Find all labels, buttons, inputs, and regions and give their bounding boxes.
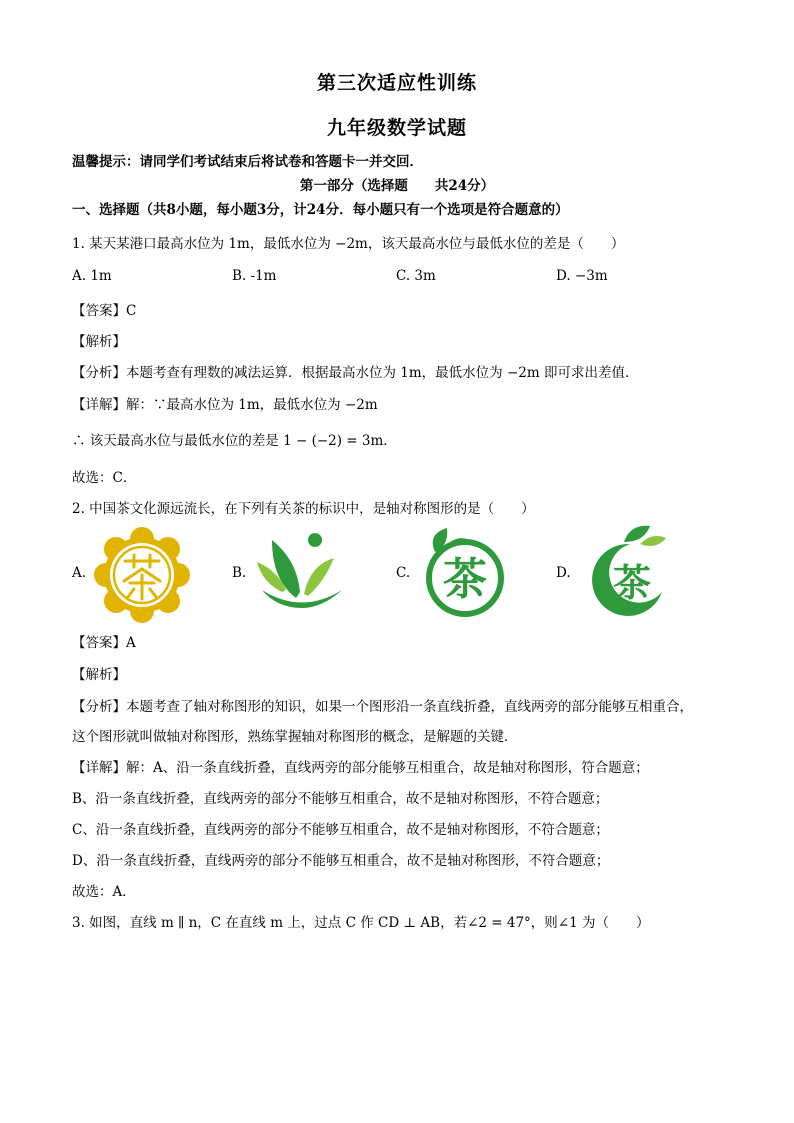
tea-logo-c-image	[415, 522, 515, 626]
q1-option-c: C. 3m	[396, 268, 436, 284]
q2-option-b-explain: B、沿一条直线折叠，直线两旁的部分不能够互相重合，故不是轴对称图形，不符合题意；	[72, 791, 609, 807]
notice-text: 温馨提示：请同学们考试结束后将试卷和答题卡一并交回．	[72, 154, 423, 170]
q2-fenxi-2: 这个图形就叫做轴对称图形，熟练掌握轴对称图形的概念，是解题的关键．	[72, 729, 518, 745]
question-2-stem: 2. 中国茶文化源远流长，在下列有关茶的标识中，是轴对称图形的是（ ）	[72, 501, 535, 517]
q1-option-b: B. -1m	[232, 268, 277, 284]
q1-fenxi: 【分析】本题考查有理数的减法运算．根据最高水位为 1m，最低水位为 −2m 即可求出差值．	[72, 365, 639, 381]
q2-option-d-label: D.	[556, 565, 571, 581]
q2-analysis-label: 【解析】	[72, 667, 126, 683]
q2-answer: 【答案】A	[72, 635, 136, 651]
tea-char-d: 茶	[612, 561, 652, 605]
q1-choose: 故选：C．	[72, 470, 137, 486]
q1-therefore: ∴ 该天最高水位与最低水位的差是 1 − (−2) = 3m．	[72, 433, 397, 449]
q2-option-d-explain: D、沿一条直线折叠，直线两旁的部分不能够互相重合，故不是轴对称图形，不符合题意；	[72, 853, 610, 869]
q1-option-a: A. 1m	[72, 268, 112, 284]
part-heading: 第一部分（选择题 共24分）	[299, 178, 495, 194]
tea-logo-d-image	[578, 522, 678, 626]
q2-option-c-explain: C、沿一条直线折叠，直线两旁的部分不能够互相重合，故不是轴对称图形，不符合题意；	[72, 822, 609, 838]
q2-choose: 故选：A．	[72, 884, 136, 900]
q2-option-c-label: C.	[396, 565, 411, 581]
section-heading: 一、选择题（共8小题，每小题3分，计24分．每小题只有一个选项是符合题意的）	[72, 202, 569, 218]
q1-analysis-label: 【解析】	[72, 334, 126, 350]
q1-option-d: D. −3m	[556, 268, 608, 284]
tea-logo-a-image	[92, 525, 192, 629]
tea-logo-b-image	[252, 520, 352, 624]
q2-option-b-label: B.	[232, 565, 247, 581]
tea-char-c: 茶	[443, 554, 487, 605]
q1-answer: 【答案】C	[72, 303, 137, 319]
question-3-stem: 3. 如图，直线 m ∥ n，C 在直线 m 上，过点 C 作 CD ⊥ AB，若∠2 = 47°，则∠1 为（ ）	[72, 915, 650, 931]
q1-xiangjie: 【详解】解：∵最高水位为 1m，最低水位为 −2m	[72, 397, 378, 413]
page-title: 第三次适应性训练	[316, 72, 477, 94]
q2-xiangjie: 【详解】解：A、沿一条直线折叠，直线两旁的部分能够互相重合，故是轴对称图形，符合题意；	[72, 760, 649, 776]
q2-option-a-label: A.	[72, 565, 87, 581]
page-subtitle: 九年级数学试题	[326, 117, 467, 139]
q2-fenxi-1: 【分析】本题考查了轴对称图形的知识，如果一个图形沿一条直线折叠，直线两旁的部分能够互相重合，	[72, 699, 693, 715]
question-1-stem: 1. 某天某港口最高水位为 1m，最低水位为 −2m，该天最高水位与最低水位的差是（ ）	[72, 236, 625, 252]
